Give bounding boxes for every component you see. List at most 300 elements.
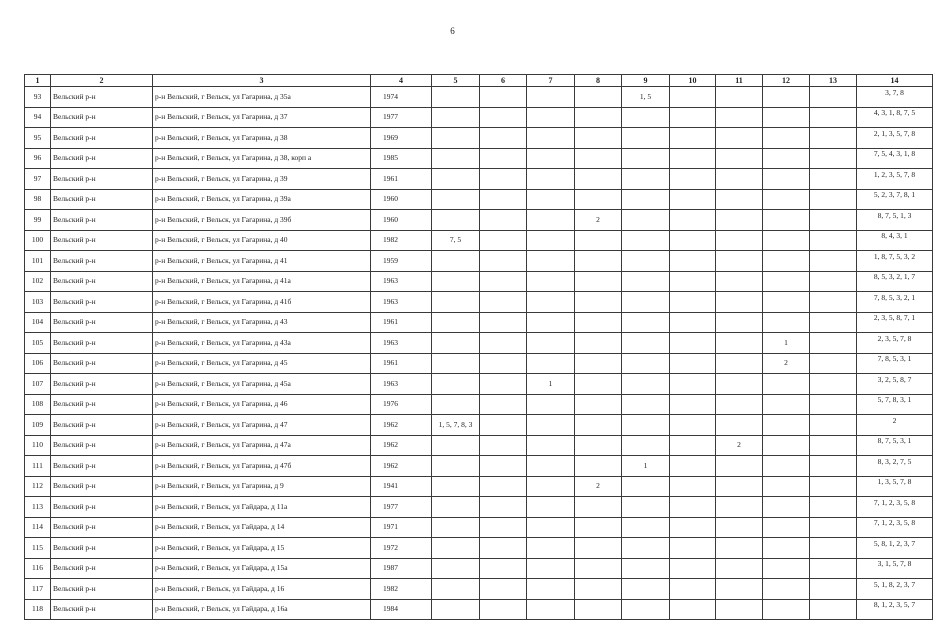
col5-cell xyxy=(432,456,480,477)
col11-cell xyxy=(716,538,763,559)
col6-cell xyxy=(480,435,527,456)
col5-cell xyxy=(432,579,480,600)
col10-cell xyxy=(670,271,716,292)
col13-cell xyxy=(810,435,857,456)
col14-value: 2, 3, 5, 7, 8 xyxy=(877,333,912,343)
col6-cell xyxy=(480,312,527,333)
col8-cell xyxy=(575,251,622,272)
table-header-row xyxy=(25,75,933,87)
col10-cell xyxy=(670,579,716,600)
col14-cell xyxy=(857,148,933,169)
year-cell: 1977 xyxy=(371,497,432,518)
col8-cell xyxy=(575,517,622,538)
col9-cell xyxy=(622,312,670,333)
col9-cell xyxy=(622,169,670,190)
col6-cell xyxy=(480,456,527,477)
district-cell: Вельский р-н xyxy=(51,87,153,108)
col14-cell xyxy=(857,128,933,149)
col14-value: 8, 3, 2, 7, 5 xyxy=(877,456,912,466)
col14-cell xyxy=(857,456,933,477)
col13-cell xyxy=(810,353,857,374)
col11-cell xyxy=(716,230,763,251)
table-row xyxy=(25,107,933,128)
col14-cell xyxy=(857,435,933,456)
col6-cell xyxy=(480,599,527,620)
col7-cell xyxy=(527,353,575,374)
column-header-7: 7 xyxy=(527,75,575,87)
col9-cell xyxy=(622,128,670,149)
col14-value: 3, 1, 5, 7, 8 xyxy=(877,559,912,569)
column-header-12: 12 xyxy=(763,75,810,87)
year-cell: 1962 xyxy=(371,435,432,456)
col12-cell xyxy=(763,169,810,190)
housing-table xyxy=(24,74,933,620)
col6-cell xyxy=(480,148,527,169)
col12-cell xyxy=(763,517,810,538)
col10-cell xyxy=(670,353,716,374)
col14-value: 8, 5, 3, 2, 1, 7 xyxy=(873,272,916,282)
col11-cell xyxy=(716,87,763,108)
col10-cell xyxy=(670,435,716,456)
col14-value: 2, 1, 3, 5, 7, 8 xyxy=(873,128,916,138)
col8-cell xyxy=(575,538,622,559)
col10-cell xyxy=(670,312,716,333)
col13-cell xyxy=(810,271,857,292)
year-cell: 1961 xyxy=(371,353,432,374)
col8-cell xyxy=(575,497,622,518)
col5-cell xyxy=(432,271,480,292)
col13-cell xyxy=(810,538,857,559)
col7-cell xyxy=(527,87,575,108)
col6-cell xyxy=(480,353,527,374)
col8-cell xyxy=(575,189,622,210)
year-cell: 1962 xyxy=(371,456,432,477)
col9-cell: 1 xyxy=(622,456,670,477)
col12-cell xyxy=(763,107,810,128)
col11-cell xyxy=(716,292,763,313)
col13-cell xyxy=(810,599,857,620)
address-cell: р-н Вельский, г Вельск, ул Гагарина, д 38 xyxy=(153,128,371,149)
col14-cell xyxy=(857,107,933,128)
year-cell: 1963 xyxy=(371,271,432,292)
col9-cell xyxy=(622,210,670,231)
table-row xyxy=(25,538,933,559)
address-cell: р-н Вельский, г Вельск, ул Гайдара, д 16а xyxy=(153,599,371,620)
col9-cell xyxy=(622,374,670,395)
col12-cell xyxy=(763,230,810,251)
row-number: 113 xyxy=(25,497,51,518)
col6-cell xyxy=(480,169,527,190)
col10-cell xyxy=(670,230,716,251)
row-number: 115 xyxy=(25,538,51,559)
col5-cell xyxy=(432,210,480,231)
col5-cell xyxy=(432,374,480,395)
col13-cell xyxy=(810,312,857,333)
address-cell: р-н Вельский, г Вельск, ул Гагарина, д 45 xyxy=(153,353,371,374)
col7-cell xyxy=(527,497,575,518)
address-cell: р-н Вельский, г Вельск, ул Гайдара, д 11а xyxy=(153,497,371,518)
col10-cell xyxy=(670,476,716,497)
col5-cell xyxy=(432,517,480,538)
col14-cell xyxy=(857,210,933,231)
col14-cell xyxy=(857,251,933,272)
col14-value: 7, 5, 4, 3, 1, 8 xyxy=(873,149,916,159)
row-number: 103 xyxy=(25,292,51,313)
table-row xyxy=(25,374,933,395)
address-cell: р-н Вельский, г Вельск, ул Гагарина, д 41а xyxy=(153,271,371,292)
row-number: 110 xyxy=(25,435,51,456)
col11-cell xyxy=(716,394,763,415)
col12-cell: 1 xyxy=(763,333,810,354)
year-cell: 1987 xyxy=(371,558,432,579)
table-row xyxy=(25,169,933,190)
table-row xyxy=(25,87,933,108)
col7-cell xyxy=(527,169,575,190)
col13-cell xyxy=(810,394,857,415)
row-number: 109 xyxy=(25,415,51,436)
row-number: 96 xyxy=(25,148,51,169)
col13-cell xyxy=(810,456,857,477)
col14-cell xyxy=(857,292,933,313)
col12-cell xyxy=(763,210,810,231)
col7-cell xyxy=(527,128,575,149)
col5-cell xyxy=(432,476,480,497)
col14-cell xyxy=(857,312,933,333)
col11-cell xyxy=(716,517,763,538)
address-cell: р-н Вельский, г Вельск, ул Гагарина, д 41 xyxy=(153,251,371,272)
district-cell: Вельский р-н xyxy=(51,292,153,313)
col14-value: 5, 1, 8, 2, 3, 7 xyxy=(873,579,916,589)
district-cell: Вельский р-н xyxy=(51,271,153,292)
col6-cell xyxy=(480,210,527,231)
table-row xyxy=(25,558,933,579)
address-cell: р-н Вельский, г Вельск, ул Гагарина, д 41б xyxy=(153,292,371,313)
year-cell: 1961 xyxy=(371,312,432,333)
row-number: 102 xyxy=(25,271,51,292)
col11-cell xyxy=(716,599,763,620)
district-cell: Вельский р-н xyxy=(51,333,153,354)
col9-cell xyxy=(622,394,670,415)
table-row xyxy=(25,599,933,620)
col6-cell xyxy=(480,517,527,538)
row-number: 104 xyxy=(25,312,51,333)
col7-cell xyxy=(527,333,575,354)
address-cell: р-н Вельский, г Вельск, ул Гагарина, д 47 xyxy=(153,415,371,436)
col12-cell xyxy=(763,148,810,169)
address-cell: р-н Вельский, г Вельск, ул Гайдара, д 14 xyxy=(153,517,371,538)
col11-cell xyxy=(716,312,763,333)
col7-cell xyxy=(527,435,575,456)
year-cell: 1977 xyxy=(371,107,432,128)
district-cell: Вельский р-н xyxy=(51,394,153,415)
year-cell: 1982 xyxy=(371,579,432,600)
column-header-2: 2 xyxy=(51,75,153,87)
address-cell: р-н Вельский, г Вельск, ул Гагарина, д 39 xyxy=(153,169,371,190)
col11-cell xyxy=(716,189,763,210)
table-row xyxy=(25,189,933,210)
col14-value: 5, 8, 1, 2, 3, 7 xyxy=(873,538,916,548)
col13-cell xyxy=(810,374,857,395)
col14-value: 7, 1, 2, 3, 5, 8 xyxy=(873,497,916,507)
col5-cell xyxy=(432,169,480,190)
column-header-8: 8 xyxy=(575,75,622,87)
col10-cell xyxy=(670,497,716,518)
year-cell: 1984 xyxy=(371,599,432,620)
col14-cell xyxy=(857,599,933,620)
col9-cell xyxy=(622,517,670,538)
address-cell: р-н Вельский, г Вельск, ул Гайдара, д 15а xyxy=(153,558,371,579)
col8-cell xyxy=(575,312,622,333)
col8-cell xyxy=(575,271,622,292)
col14-value: 2, 3, 5, 8, 7, 1 xyxy=(873,313,916,323)
col11-cell xyxy=(716,497,763,518)
col14-value: 8, 7, 5, 3, 1 xyxy=(877,436,912,446)
col7-cell xyxy=(527,599,575,620)
col14-value: 8, 1, 2, 3, 5, 7 xyxy=(873,600,916,610)
col13-cell xyxy=(810,497,857,518)
col14-cell xyxy=(857,169,933,190)
col7-cell xyxy=(527,292,575,313)
address-cell: р-н Вельский, г Вельск, ул Гагарина, д 37 xyxy=(153,107,371,128)
col14-value: 5, 2, 3, 7, 8, 1 xyxy=(873,190,916,200)
col13-cell xyxy=(810,230,857,251)
col13-cell xyxy=(810,251,857,272)
col8-cell xyxy=(575,394,622,415)
col14-cell xyxy=(857,497,933,518)
col8-cell xyxy=(575,87,622,108)
col12-cell xyxy=(763,128,810,149)
district-cell: Вельский р-н xyxy=(51,476,153,497)
col13-cell xyxy=(810,148,857,169)
address-cell: р-н Вельский, г Вельск, ул Гагарина, д 47а xyxy=(153,435,371,456)
district-cell: Вельский р-н xyxy=(51,169,153,190)
col9-cell xyxy=(622,271,670,292)
year-cell: 1974 xyxy=(371,87,432,108)
col14-cell xyxy=(857,87,933,108)
district-cell: Вельский р-н xyxy=(51,497,153,518)
col9-cell xyxy=(622,333,670,354)
district-cell: Вельский р-н xyxy=(51,128,153,149)
col9-cell xyxy=(622,558,670,579)
col13-cell xyxy=(810,517,857,538)
col9-cell xyxy=(622,599,670,620)
col12-cell xyxy=(763,374,810,395)
table-row xyxy=(25,128,933,149)
col8-cell xyxy=(575,107,622,128)
col5-cell xyxy=(432,251,480,272)
col10-cell xyxy=(670,333,716,354)
col14-value: 7, 8, 5, 3, 1 xyxy=(877,354,912,364)
row-number: 100 xyxy=(25,230,51,251)
row-number: 118 xyxy=(25,599,51,620)
col13-cell xyxy=(810,128,857,149)
col9-cell xyxy=(622,353,670,374)
col12-cell xyxy=(763,558,810,579)
col12-cell xyxy=(763,476,810,497)
year-cell: 1961 xyxy=(371,169,432,190)
col13-cell xyxy=(810,189,857,210)
col5-cell xyxy=(432,353,480,374)
row-number: 98 xyxy=(25,189,51,210)
address-cell: р-н Вельский, г Вельск, ул Гагарина, д 39б xyxy=(153,210,371,231)
col11-cell xyxy=(716,128,763,149)
col14-value: 5, 7, 8, 3, 1 xyxy=(877,395,912,405)
row-number: 97 xyxy=(25,169,51,190)
row-number: 95 xyxy=(25,128,51,149)
col14-value: 1, 8, 7, 5, 3, 2 xyxy=(873,251,916,261)
col10-cell xyxy=(670,148,716,169)
col14-value: 2 xyxy=(892,415,897,425)
district-cell: Вельский р-н xyxy=(51,538,153,559)
address-cell: р-н Вельский, г Вельск, ул Гайдара, д 15 xyxy=(153,538,371,559)
col14-cell xyxy=(857,353,933,374)
year-cell: 1963 xyxy=(371,292,432,313)
col6-cell xyxy=(480,497,527,518)
address-cell: р-н Вельский, г Вельск, ул Гагарина, д 9 xyxy=(153,476,371,497)
column-header-1: 1 xyxy=(25,75,51,87)
row-number: 114 xyxy=(25,517,51,538)
col9-cell xyxy=(622,230,670,251)
col6-cell xyxy=(480,415,527,436)
col10-cell xyxy=(670,374,716,395)
col11-cell xyxy=(716,251,763,272)
row-number: 101 xyxy=(25,251,51,272)
col5-cell xyxy=(432,189,480,210)
col14-cell xyxy=(857,558,933,579)
col14-cell xyxy=(857,538,933,559)
table-row xyxy=(25,476,933,497)
row-number: 94 xyxy=(25,107,51,128)
col6-cell xyxy=(480,230,527,251)
district-cell: Вельский р-н xyxy=(51,353,153,374)
year-cell: 1985 xyxy=(371,148,432,169)
col14-cell xyxy=(857,415,933,436)
col6-cell xyxy=(480,292,527,313)
district-cell: Вельский р-н xyxy=(51,558,153,579)
col11-cell xyxy=(716,210,763,231)
col8-cell xyxy=(575,292,622,313)
table-row xyxy=(25,148,933,169)
column-header-5: 5 xyxy=(432,75,480,87)
table-row xyxy=(25,415,933,436)
address-cell: р-н Вельский, г Вельск, ул Гагарина, д 46 xyxy=(153,394,371,415)
district-cell: Вельский р-н xyxy=(51,415,153,436)
col10-cell xyxy=(670,538,716,559)
col10-cell xyxy=(670,210,716,231)
col12-cell xyxy=(763,292,810,313)
col9-cell xyxy=(622,107,670,128)
district-cell: Вельский р-н xyxy=(51,107,153,128)
col11-cell xyxy=(716,558,763,579)
col12-cell xyxy=(763,415,810,436)
col10-cell xyxy=(670,394,716,415)
col5-cell: 1, 5, 7, 8, 3 xyxy=(432,415,480,436)
col14-value: 7, 1, 2, 3, 5, 8 xyxy=(873,518,916,528)
col14-value: 1, 2, 3, 5, 7, 8 xyxy=(873,169,916,179)
district-cell: Вельский р-н xyxy=(51,456,153,477)
col14-cell xyxy=(857,579,933,600)
col12-cell xyxy=(763,497,810,518)
col7-cell xyxy=(527,476,575,497)
col14-cell xyxy=(857,476,933,497)
col14-value: 7, 8, 5, 3, 2, 1 xyxy=(873,292,916,302)
year-cell: 1963 xyxy=(371,333,432,354)
col7-cell xyxy=(527,210,575,231)
address-cell: р-н Вельский, г Вельск, ул Гагарина, д 45а xyxy=(153,374,371,395)
col5-cell xyxy=(432,497,480,518)
col14-value: 8, 7, 5, 1, 3 xyxy=(877,210,912,220)
column-header-14: 14 xyxy=(857,75,933,87)
year-cell: 1971 xyxy=(371,517,432,538)
col7-cell xyxy=(527,538,575,559)
address-cell: р-н Вельский, г Вельск, ул Гагарина, д 38, корп а xyxy=(153,148,371,169)
col13-cell xyxy=(810,579,857,600)
col11-cell: 2 xyxy=(716,435,763,456)
address-cell: р-н Вельский, г Вельск, ул Гагарина, д 43а xyxy=(153,333,371,354)
col11-cell xyxy=(716,169,763,190)
col14-value: 4, 3, 1, 8, 7, 5 xyxy=(873,108,916,118)
year-cell: 1982 xyxy=(371,230,432,251)
address-cell: р-н Вельский, г Вельск, ул Гагарина, д 43 xyxy=(153,312,371,333)
col12-cell xyxy=(763,271,810,292)
col14-cell xyxy=(857,374,933,395)
col5-cell xyxy=(432,148,480,169)
address-cell: р-н Вельский, г Вельск, ул Гагарина, д 35а xyxy=(153,87,371,108)
col12-cell xyxy=(763,394,810,415)
col11-cell xyxy=(716,415,763,436)
col9-cell xyxy=(622,476,670,497)
table-row xyxy=(25,251,933,272)
col8-cell: 2 xyxy=(575,476,622,497)
col10-cell xyxy=(670,128,716,149)
col5-cell xyxy=(432,394,480,415)
column-header-6: 6 xyxy=(480,75,527,87)
table-row xyxy=(25,210,933,231)
col8-cell xyxy=(575,353,622,374)
col5-cell xyxy=(432,292,480,313)
col11-cell xyxy=(716,333,763,354)
year-cell: 1972 xyxy=(371,538,432,559)
col11-cell xyxy=(716,353,763,374)
col7-cell xyxy=(527,517,575,538)
col8-cell xyxy=(575,415,622,436)
row-number: 108 xyxy=(25,394,51,415)
col10-cell xyxy=(670,169,716,190)
address-cell: р-н Вельский, г Вельск, ул Гагарина, д 39а xyxy=(153,189,371,210)
col6-cell xyxy=(480,476,527,497)
district-cell: Вельский р-н xyxy=(51,599,153,620)
col14-value: 8, 4, 3, 1 xyxy=(881,231,908,241)
col12-cell xyxy=(763,456,810,477)
address-cell: р-н Вельский, г Вельск, ул Гайдара, д 16 xyxy=(153,579,371,600)
year-cell: 1960 xyxy=(371,210,432,231)
col13-cell xyxy=(810,333,857,354)
col13-cell xyxy=(810,415,857,436)
col8-cell xyxy=(575,333,622,354)
col8-cell: 2 xyxy=(575,210,622,231)
col11-cell xyxy=(716,148,763,169)
col5-cell xyxy=(432,312,480,333)
col11-cell xyxy=(716,374,763,395)
col10-cell xyxy=(670,558,716,579)
col11-cell xyxy=(716,579,763,600)
district-cell: Вельский р-н xyxy=(51,251,153,272)
column-header-3: 3 xyxy=(153,75,371,87)
col13-cell xyxy=(810,292,857,313)
col7-cell xyxy=(527,230,575,251)
col11-cell xyxy=(716,271,763,292)
col12-cell xyxy=(763,435,810,456)
